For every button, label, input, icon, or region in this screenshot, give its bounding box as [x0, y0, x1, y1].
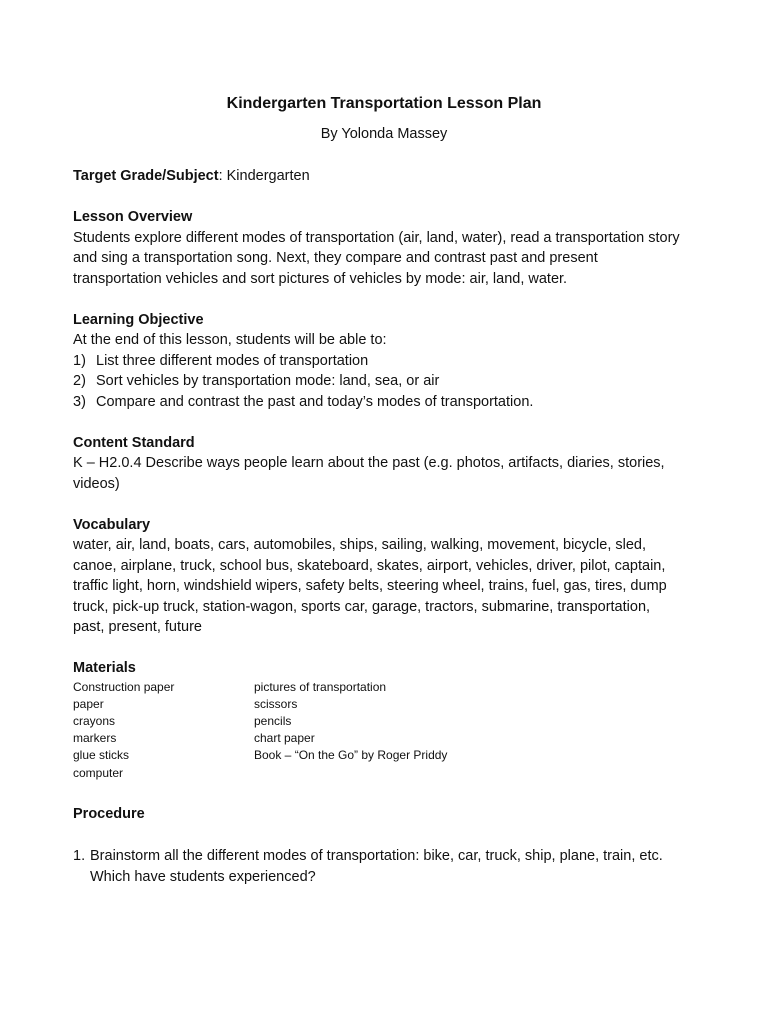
- material-item: chart paper: [254, 731, 315, 746]
- objective-number: 3): [73, 393, 86, 410]
- document-body: [73, 166, 683, 887]
- material-item: crayons: [73, 713, 116, 728]
- material-item: scissors: [254, 696, 298, 711]
- material-item: computer: [73, 765, 124, 780]
- material-item: markers: [73, 731, 117, 746]
- objective-list: [73, 351, 683, 413]
- document-author: By Yolonda Massey: [320, 126, 448, 142]
- overview-text: Students explore different modes of transportation (air, land, water), read a transportation story and sing a transportation song. Next, they compare and contrast past and present transportation vehicles and sort pictures of vehicles by mode: air, land, water.: [73, 229, 680, 287]
- standard-text: K – H2.0.4 Describe ways people learn about the past (e.g. photos, artifacts, diaries, stories, videos): [73, 455, 665, 492]
- objective-item: [73, 351, 683, 372]
- material-item: pictures of transportation: [254, 679, 387, 694]
- material-item: Book – “On the Go” by Roger Priddy: [254, 748, 448, 763]
- vocabulary-heading: Vocabulary: [73, 516, 151, 533]
- standard-heading: Content Standard: [73, 434, 195, 451]
- procedure-item: [73, 846, 683, 887]
- objective-number: 1): [73, 352, 86, 369]
- materials-column-right: [254, 679, 554, 782]
- objective-text: Compare and contrast the past and today’s modes of transportation.: [96, 393, 534, 410]
- procedure-number: 1.: [73, 848, 86, 865]
- materials-heading: Materials: [73, 660, 136, 676]
- objective-text: List three different modes of transportation: [96, 352, 369, 369]
- materials-column-left: [73, 679, 254, 782]
- material-item: Construction paper: [73, 679, 175, 694]
- document-title: Kindergarten Transportation Lesson Plan: [226, 95, 542, 112]
- vocabulary-text: water, air, land, boats, cars, automobiles, ships, sailing, walking, movement, bicycle, sled, canoe, airplane, truck, school bus, skateboard, skates, airport, vehicles, driver, pilot, captain, traffic light, horn, windshield wipers, safety belts, steering wheel, trains, fuel, gas, tires, dump truck, pick-up truck, station-wagon, sports car, garage, tractors, submarine, transportation, past, present, future: [73, 537, 667, 635]
- objective-intro: At the end of this lesson, students will be able to:: [73, 332, 387, 348]
- target-grade-label: Target Grade/Subject: [73, 168, 219, 184]
- procedure-list: [73, 846, 683, 887]
- material-item: glue sticks: [73, 748, 130, 763]
- objective-item: [73, 371, 683, 392]
- procedure-text: Brainstorm all the different modes of transportation: bike, car, truck, ship, plane, train, etc. Which have students experienced?: [90, 848, 663, 885]
- objective-text: Sort vehicles by transportation mode: land, sea, or air: [96, 373, 440, 389]
- materials-list: [73, 679, 683, 782]
- material-item: paper: [73, 696, 104, 711]
- procedure-heading: Procedure: [73, 805, 145, 822]
- objective-heading: Learning Objective: [73, 311, 204, 328]
- target-grade-line: [73, 166, 683, 187]
- overview-heading: Lesson Overview: [73, 209, 193, 225]
- objective-number: 2): [73, 373, 86, 389]
- objective-item: [73, 392, 683, 413]
- material-item: pencils: [254, 713, 292, 728]
- target-grade-value: : Kindergarten: [218, 168, 310, 184]
